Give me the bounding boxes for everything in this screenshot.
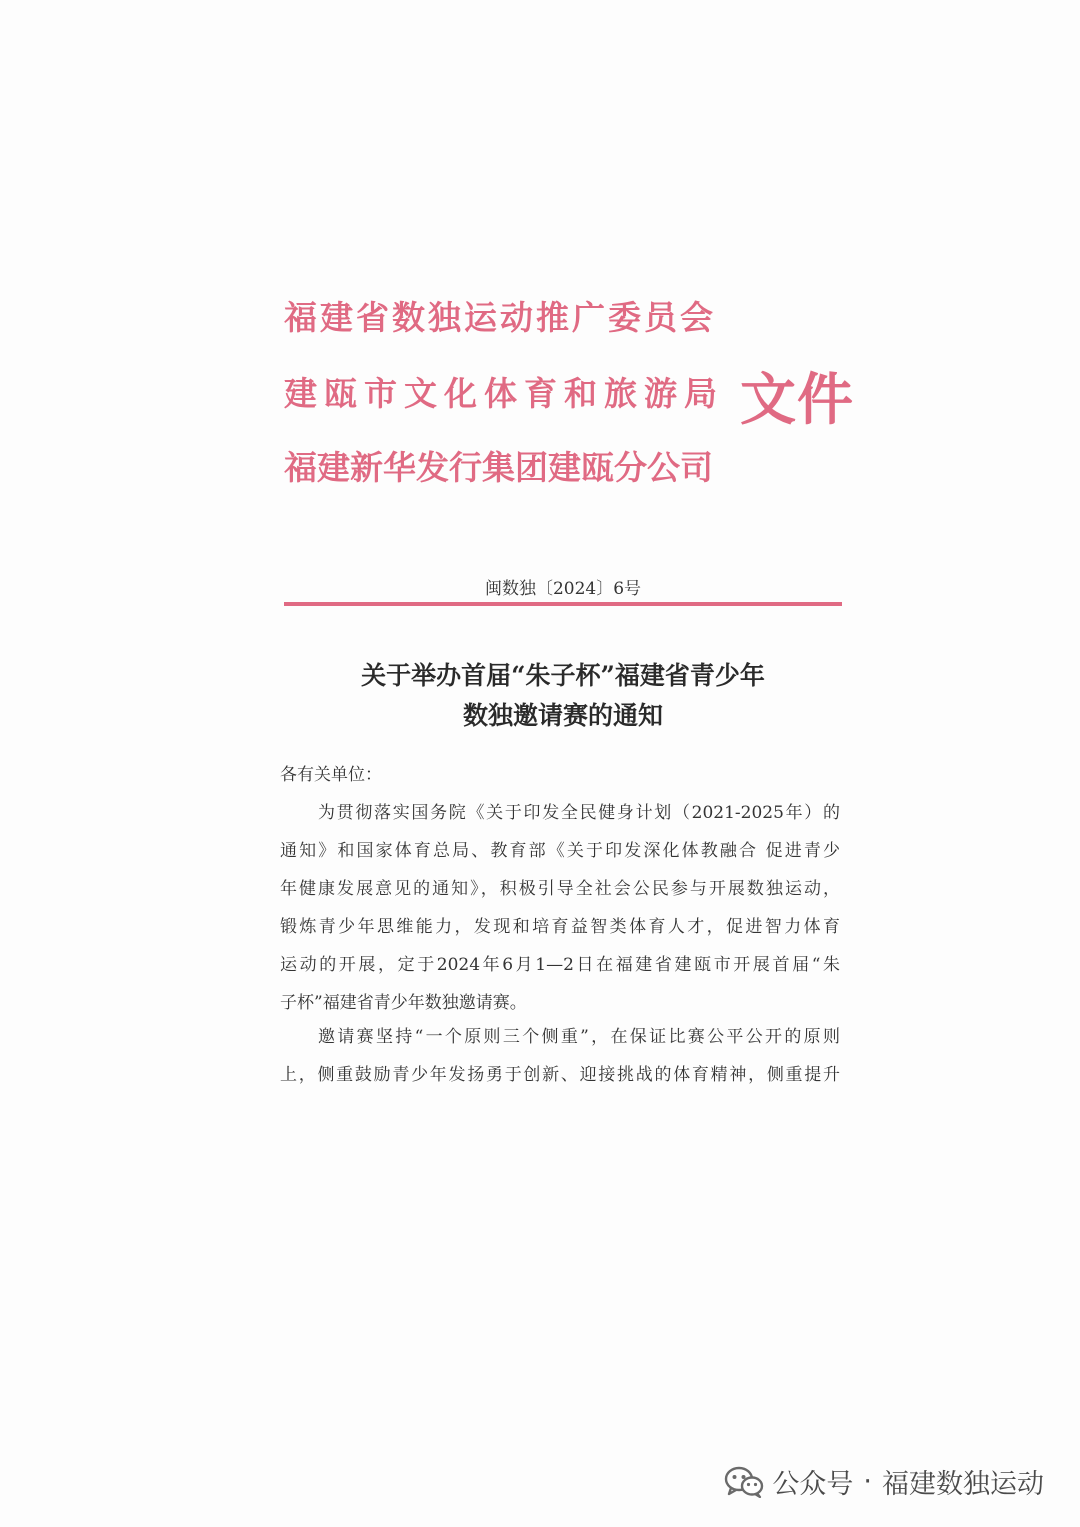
document-number: 闽数独〔2024〕6号 <box>484 579 642 599</box>
red-divider <box>284 602 842 606</box>
issuer-line-3: 福建新华发行集团建瓯分公司 <box>284 448 713 487</box>
account-name: 福建数独运动 <box>882 1469 1044 1500</box>
title-line-2: 数独邀请赛的通知 <box>462 701 663 730</box>
body-paragraph-2 <box>280 1018 840 1094</box>
paragraph-line: 为贯彻落实国务院《关于印发全民健身计划（2021-2025年）的 <box>318 803 840 823</box>
body-paragraph-1 <box>280 794 840 1022</box>
title-line-1: 关于举办首届“朱子杯”福建省青少年 <box>361 661 765 690</box>
separator-dot: · <box>863 1466 872 1497</box>
paragraph-line: 锻炼青少年思维能力，发现和培育益智类体育人才，促进智力体育 <box>280 917 840 937</box>
issuer-line-1: 福建省数独运动推广委员会 <box>284 298 716 337</box>
paragraph-line: 邀请赛坚持“一个原则三个侧重”，在保证比赛公平公开的原则 <box>318 1027 840 1047</box>
wechat-account-watermark <box>724 1462 1044 1501</box>
account-label: 公众号 <box>772 1469 854 1500</box>
paragraph-line: 年健康发展意见的通知》，积极引导全社会公民参与开展数独运动， <box>280 879 840 899</box>
paragraph-line: 通知》和国家体育总局、教育部《关于印发深化体教融合 促进青少 <box>280 841 840 861</box>
salutation: 各有关单位： <box>280 765 382 785</box>
paragraph-line: 上，侧重鼓励青少年发扬勇于创新、迎接挑战的体育精神，侧重提升 <box>280 1065 840 1085</box>
wechat-icon <box>724 1466 764 1498</box>
paragraph-line: 子杯”福建省青少年数独邀请赛。 <box>280 993 527 1013</box>
paragraph-line: 运动的开展，定于2024年6月1—2日在福建省建瓯市开展首届“朱 <box>280 955 840 975</box>
issuer-line-2: 建瓯市文化体育和旅游局 <box>284 374 724 413</box>
document-title <box>284 656 842 736</box>
document-mark: 文件 <box>740 367 854 433</box>
